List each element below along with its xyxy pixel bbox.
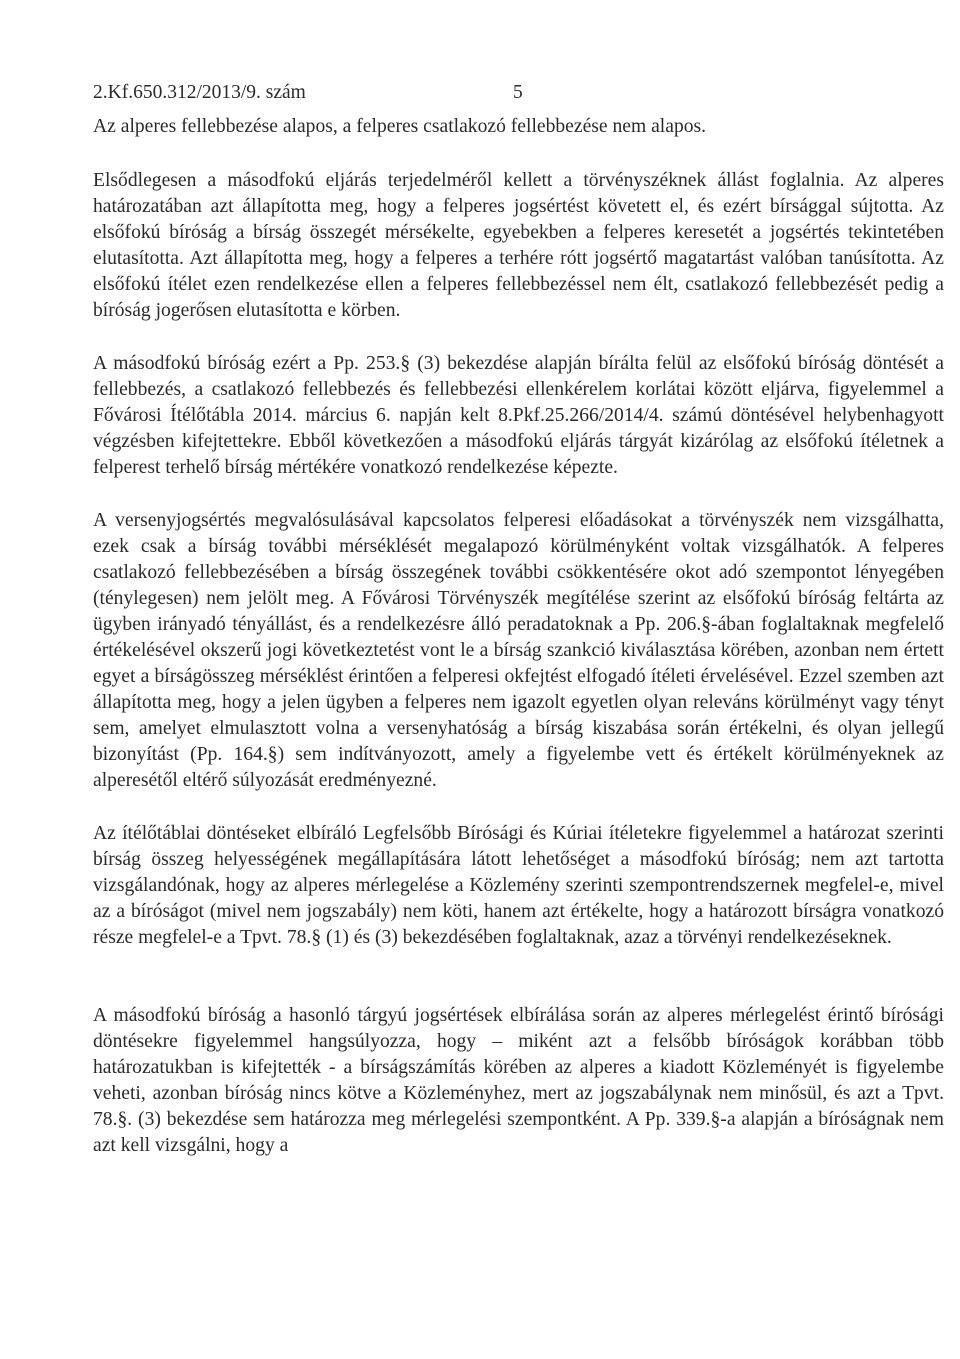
page-number: 5: [513, 82, 523, 103]
paragraph-4: Az ítélőtáblai döntéseket elbíráló Legfelsőbb Bírósági és Kúriai ítéletekre figyelemmel a határozat szerinti bírság összeg helyességének megállapítására látott lehetőséget a másodfokú bíróság; nem azt tartotta vizsgálandónak, hogy az alperes mérlegelése a Közlemény szerinti szempontrendszernek megfelel-e, mivel az a bíróságot (mivel nem jogszabály) nem köti, hanem azt értékelte, hogy a határozott bírságra vonatkozó része megfelel-e a Tpvt. 78.§ (1) és (3) bekezdésében foglaltaknak, azaz a törvényi rendelkezéseknek.: [93, 823, 944, 948]
intro-sentence: Az alperes fellebbezése alapos, a felperes csatlakozó fellebbezése nem alapos.: [93, 116, 707, 137]
case-number: 2.Kf.650.312/2013/9. szám: [93, 82, 306, 103]
paragraph-5: A másodfokú bíróság a hasonló tárgyú jogsértések elbírálása során az alperes mérlegelést érintő bírósági döntésekre figyelemmel hangsúlyozza, hogy – miként azt a felsőbb bíróságok korábban több határozatukban is kifejtették - a bírságszámítás körében az alperes a kiadott Közleményét is figyelembe veheti, azonban bíróság nincs kötve a Közleményhez, mert az jogszabálynak nem minősül, és azt a Tpvt. 78.§. (3) bekezdése sem határozza meg mérlegelési szempontként. A Pp. 339.§-a alapján a bíróságnak nem azt kell vizsgálni, hogy a: [93, 1005, 944, 1156]
paragraph-1: Elsődlegesen a másodfokú eljárás terjedelméről kellett a törvényszéknek állást foglalnia. Az alperes határozatában azt állapította meg, hogy a felperes jogsértést követett el, és ezért bírsággal sújtotta. Az elsőfokú bíróság a bírság összegét mérsékelte, egyebekben a felperes keresetét a jogsértés tekintetében elutasította. Azt állapította meg, hogy a felperes a terhére rótt jogsértő magatartást valóban tanúsította. Az elsőfokú ítélet ezen rendelkezése ellen a felperes fellebbezéssel nem élt, csatlakozó fellebbezését pedig a bíróság jogerősen elutasította e körben.: [93, 170, 944, 321]
paragraph-2: A másodfokú bíróság ezért a Pp. 253.§ (3) bekezdése alapján bírálta felül az elsőfokú bíróság döntését a fellebbezés, a csatlakozó fellebbezés és fellebbezési ellenkérelem korlátai között eljárva, figyelemmel a Fővárosi Ítélőtábla 2014. március 6. napján kelt 8.Pkf.25.266/2014/4. számú döntésével helybenhagyott végzésben kifejtettekre. Ebből következően a másodfokú eljárás tárgyát kizárólag az elsőfokú ítéletnek a felperest terhelő bírság mértékére vonatkozó rendelkezése képezte.: [93, 353, 944, 478]
paragraph-3: A versenyjogsértés megvalósulásával kapcsolatos felperesi előadásokat a törvényszék nem vizsgálhatta, ezek csak a bírság további mérséklését megalapozó körülményként voltak vizsgálhatók. A felperes csatlakozó fellebbezésében a bírság összegének további csökkentésére okot adó szempontot lényegében (ténylegesen) nem jelölt meg. A Fővárosi Törvényszék megítélése szerint az elsőfokú bíróság feltárta az ügyben irányadó tényállást, és a rendelkezésre álló peradatoknak a Pp. 206.§-ában foglaltaknak megfelelő értékelésével okszerű jogi következtetést vont le a bírság szankció kiválasztása körében, azonban nem értett egyet a bírságösszeg mérséklést érintően a felperesi okfejtést elfogadó ítéleti érvelésével. Ezzel szemben azt állapította meg, hogy a jelen ügyben a felperes nem igazolt egyetlen olyan releváns körülményt vagy tényt sem, amelyet elmulasztott volna a versenyhatóság a bírság kiszabása során értékelni, és olyan jellegű bizonyítást (Pp. 164.§) sem indítványozott, amely a figyelembe vett és értékelt körülményeknek az alperesétől eltérő súlyozását eredményezné.: [93, 510, 944, 791]
page-header: [93, 74, 944, 114]
